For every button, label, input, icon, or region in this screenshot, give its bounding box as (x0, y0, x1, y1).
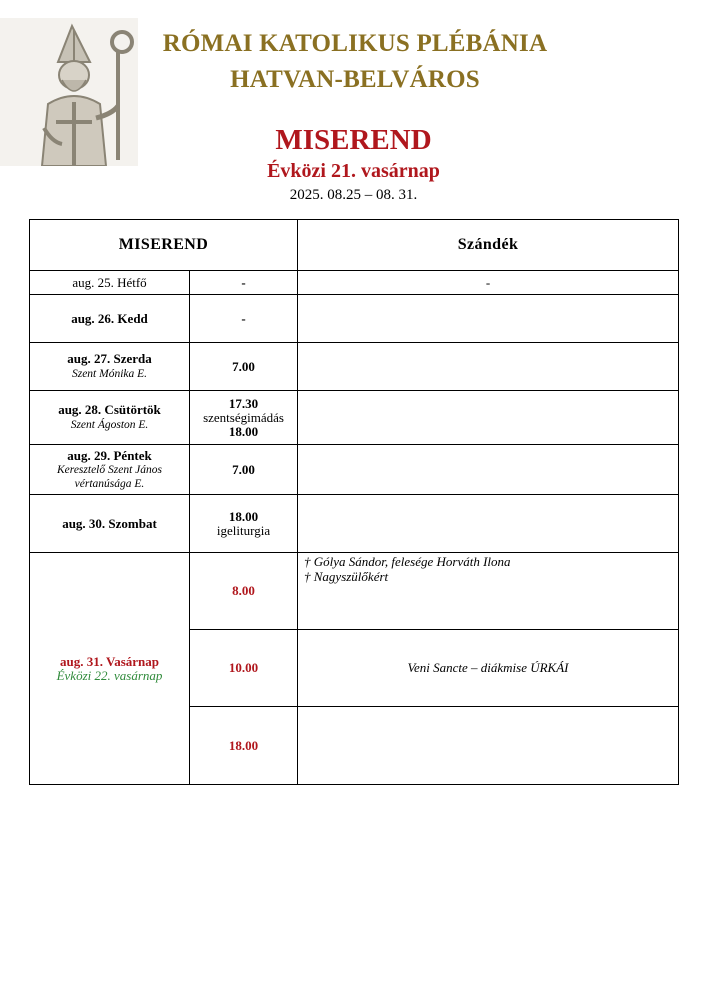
table-row (30, 495, 679, 553)
feast-label: vértanúsága E. (74, 477, 145, 490)
column-header-schedule: MISEREND (30, 220, 298, 271)
time-value: 18.00 (228, 423, 259, 439)
time-cell: - (190, 295, 298, 343)
table-row (30, 553, 679, 630)
day-cell (30, 553, 190, 785)
intention-cell (298, 495, 679, 553)
time-cell: - (190, 271, 298, 295)
day-cell (30, 391, 190, 445)
table-row (30, 271, 679, 295)
table-header-row (30, 220, 679, 271)
intention-line: † Nagyszülőkért (304, 569, 389, 584)
date-range: 2025. 08.25 – 08. 31. (289, 187, 418, 203)
day-label: aug. 27. Szerda (67, 351, 152, 366)
table-row (30, 391, 679, 445)
day-cell (30, 495, 190, 553)
feast-label: Szent Mónika E. (71, 368, 148, 380)
mass-schedule-table (29, 219, 679, 785)
intention-cell (298, 391, 679, 445)
day-cell (30, 295, 190, 343)
table-row (30, 445, 679, 495)
feast-label: Évközi 22. vasárnap (56, 667, 163, 683)
table-row (30, 343, 679, 391)
day-label: aug. 30. Szombat (62, 515, 157, 531)
column-header-intention: Szándék (298, 220, 679, 271)
day-label: aug. 26. Kedd (71, 310, 148, 326)
parish-name-line1: RÓMAI KATOLIKUS PLÉBÁNIA (162, 30, 548, 57)
time-note: igeliturgia (216, 522, 271, 538)
time-cell (190, 391, 298, 445)
intention-cell (298, 445, 679, 495)
day-label: aug. 28. Csütörtök (58, 402, 161, 417)
time-cell: 7.00 (190, 343, 298, 391)
feast-label: Keresztelő Szent János (57, 463, 162, 476)
feast-label: Szent Ágoston E. (70, 419, 149, 431)
intention-cell (298, 553, 679, 630)
time-note: szentségimádás (203, 409, 284, 425)
day-label: aug. 31. Vasárnap (60, 653, 159, 669)
time-cell: 10.00 (190, 630, 298, 707)
day-label: aug. 29. Péntek (67, 447, 152, 463)
parish-name-line2: HATVAN-BELVÁROS (230, 66, 480, 93)
intention-cell (298, 343, 679, 391)
time-value: 18.00 (228, 508, 259, 524)
time-cell: 8.00 (190, 553, 298, 630)
page-subtitle: Évközi 21. vasárnap (267, 160, 440, 182)
intention-line: † Gólya Sándor, felesége Horváth Ilona (304, 554, 511, 569)
time-cell: 18.00 (190, 707, 298, 785)
day-cell (30, 343, 190, 391)
intention-cell: - (298, 271, 679, 295)
time-cell (190, 495, 298, 553)
day-cell (30, 445, 190, 495)
time-value: 17.30 (228, 395, 259, 411)
intention-cell (298, 295, 679, 343)
intention-cell: Veni Sancte – diákmise ÚRKÁI (298, 630, 679, 707)
page-title: MISEREND (275, 124, 432, 156)
intention-cell (298, 707, 679, 785)
table-row (30, 295, 679, 343)
time-cell: 7.00 (190, 445, 298, 495)
day-cell: aug. 25. Hétfő (30, 271, 190, 295)
